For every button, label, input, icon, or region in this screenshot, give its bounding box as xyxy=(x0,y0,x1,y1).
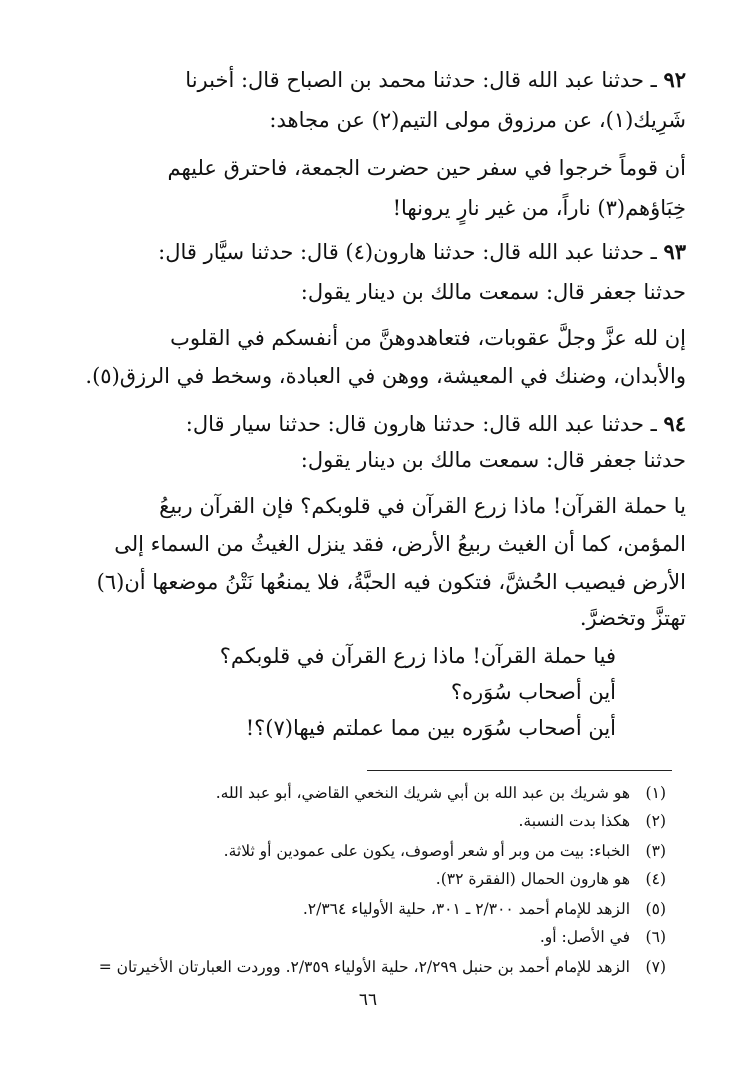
hadith-number: ٩٣ xyxy=(663,239,686,264)
footnote-6 xyxy=(28,922,666,952)
footnote-text: في الأصل: أو. xyxy=(539,928,630,946)
hadith-94-chain-line2: حدثنا جعفر قال: سمعت مالك بن دينار يقول: xyxy=(300,448,686,472)
hadith-94-text-line3: الأرض فيصيب الحُشَّ، فتكون فيه الحبَّةُ، فلا يمنعُها نَتْنُ موضعها أن(٦) xyxy=(96,570,686,594)
footnote-text: الزهد للإمام أحمد بن حنبل ٢/٢٩٩، حلية الأولياء ٢/٣٥٩. ووردت العبارتان الأخيرتان = xyxy=(98,958,630,976)
footnote-text: الزهد للإمام أحمد ٢/٣٠٠ ـ ٣٠١، حلية الأولياء ٢/٣٦٤. xyxy=(302,900,630,918)
footnote-number: (١) xyxy=(645,784,666,802)
hadith-94-chain-line1 xyxy=(50,404,686,444)
footnote-number: (٤) xyxy=(645,870,666,888)
hadith-94-verse3: أين أصحاب سُوَره بين مما عملتم فيها(٧)؟! xyxy=(245,716,616,740)
hadith-number: ٩٤ xyxy=(663,411,686,436)
footnote-number: (٥) xyxy=(645,900,666,918)
footnote-number: (٢) xyxy=(645,812,666,830)
hadith-93-chain-line2: حدثنا جعفر قال: سمعت مالك بن دينار يقول: xyxy=(300,280,686,304)
hadith-number: ٩٢ xyxy=(663,67,686,92)
footnote-2 xyxy=(28,806,666,836)
hadith-93-text-line2: والأبدان، وضنك في المعيشة، ووهن في العبادة، وسخط في الرزق(٥). xyxy=(85,364,686,388)
footnote-5 xyxy=(28,894,666,924)
footnote-4 xyxy=(28,864,666,894)
hadith-94-text-line4: تهتزَّ وتخضرَّ. xyxy=(579,606,686,630)
footnote-3 xyxy=(28,836,666,866)
footnote-separator xyxy=(367,770,672,771)
footnote-text: الخباء: بيت من وبر أو شعر أوصوف، يكون على عمودين أو ثلاثة. xyxy=(223,842,630,860)
hadith-94-text-line2: المؤمن، كما أن الغيث ربيعُ الأرض، فقد ينزل الغيثُ من السماء إلى xyxy=(114,532,686,556)
footnote-1 xyxy=(28,778,666,808)
hadith-92-chain-line2: شَرِيك(١)، عن مرزوق مولى التيم(٢) عن مجاهد: xyxy=(269,108,686,132)
hadith-92-text-line1: أن قوماً خرجوا في سفر حين حضرت الجمعة، فاحترق عليهم xyxy=(167,156,686,180)
footnote-text: هو شريك بن عبد الله بن أبي شريك النخعي القاضي، أبو عبد الله. xyxy=(215,784,630,802)
footnote-number: (٣) xyxy=(645,842,666,860)
hadith-94-verse1: فيا حملة القرآن! ماذا زرع القرآن في قلوبكم؟ xyxy=(219,644,616,668)
hadith-92-chain-line1 xyxy=(50,60,686,100)
footnote-text: هكذا بدت النسبة. xyxy=(518,812,630,830)
footnote-7 xyxy=(28,952,666,982)
hadith-94-text-line1: يا حملة القرآن! ماذا زرع القرآن في قلوبكم؟ فإن القرآن ربيعُ xyxy=(159,494,686,518)
isnad-text: ـ حدثنا عبد الله قال: حدثنا هارون قال: حدثنا سيار قال: xyxy=(185,412,664,436)
footnote-number: (٧) xyxy=(645,958,666,976)
isnad-text: ـ حدثنا عبد الله قال: حدثنا محمد بن الصباح قال: أخبرنا xyxy=(185,68,664,92)
hadith-94-verse2: أين أصحاب سُوَره؟ xyxy=(450,680,616,704)
isnad-text: ـ حدثنا عبد الله قال: حدثنا هارون(٤) قال: حدثنا سيَّار قال: xyxy=(158,240,664,264)
footnote-text: هو هارون الحمال (الفقرة ٣٢). xyxy=(435,870,630,888)
page-number: ٦٦ xyxy=(358,990,378,1010)
hadith-93-chain-line1 xyxy=(50,232,686,272)
footnote-number: (٦) xyxy=(645,928,666,946)
hadith-93-text-line1: إن لله عزَّ وجلَّ عقوبات، فتعاهدوهنَّ من أنفسكم في القلوب xyxy=(170,326,686,350)
hadith-92-text-line2: خِبَاؤهم(٣) ناراً، من غير نارٍ يرونها! xyxy=(392,196,686,220)
